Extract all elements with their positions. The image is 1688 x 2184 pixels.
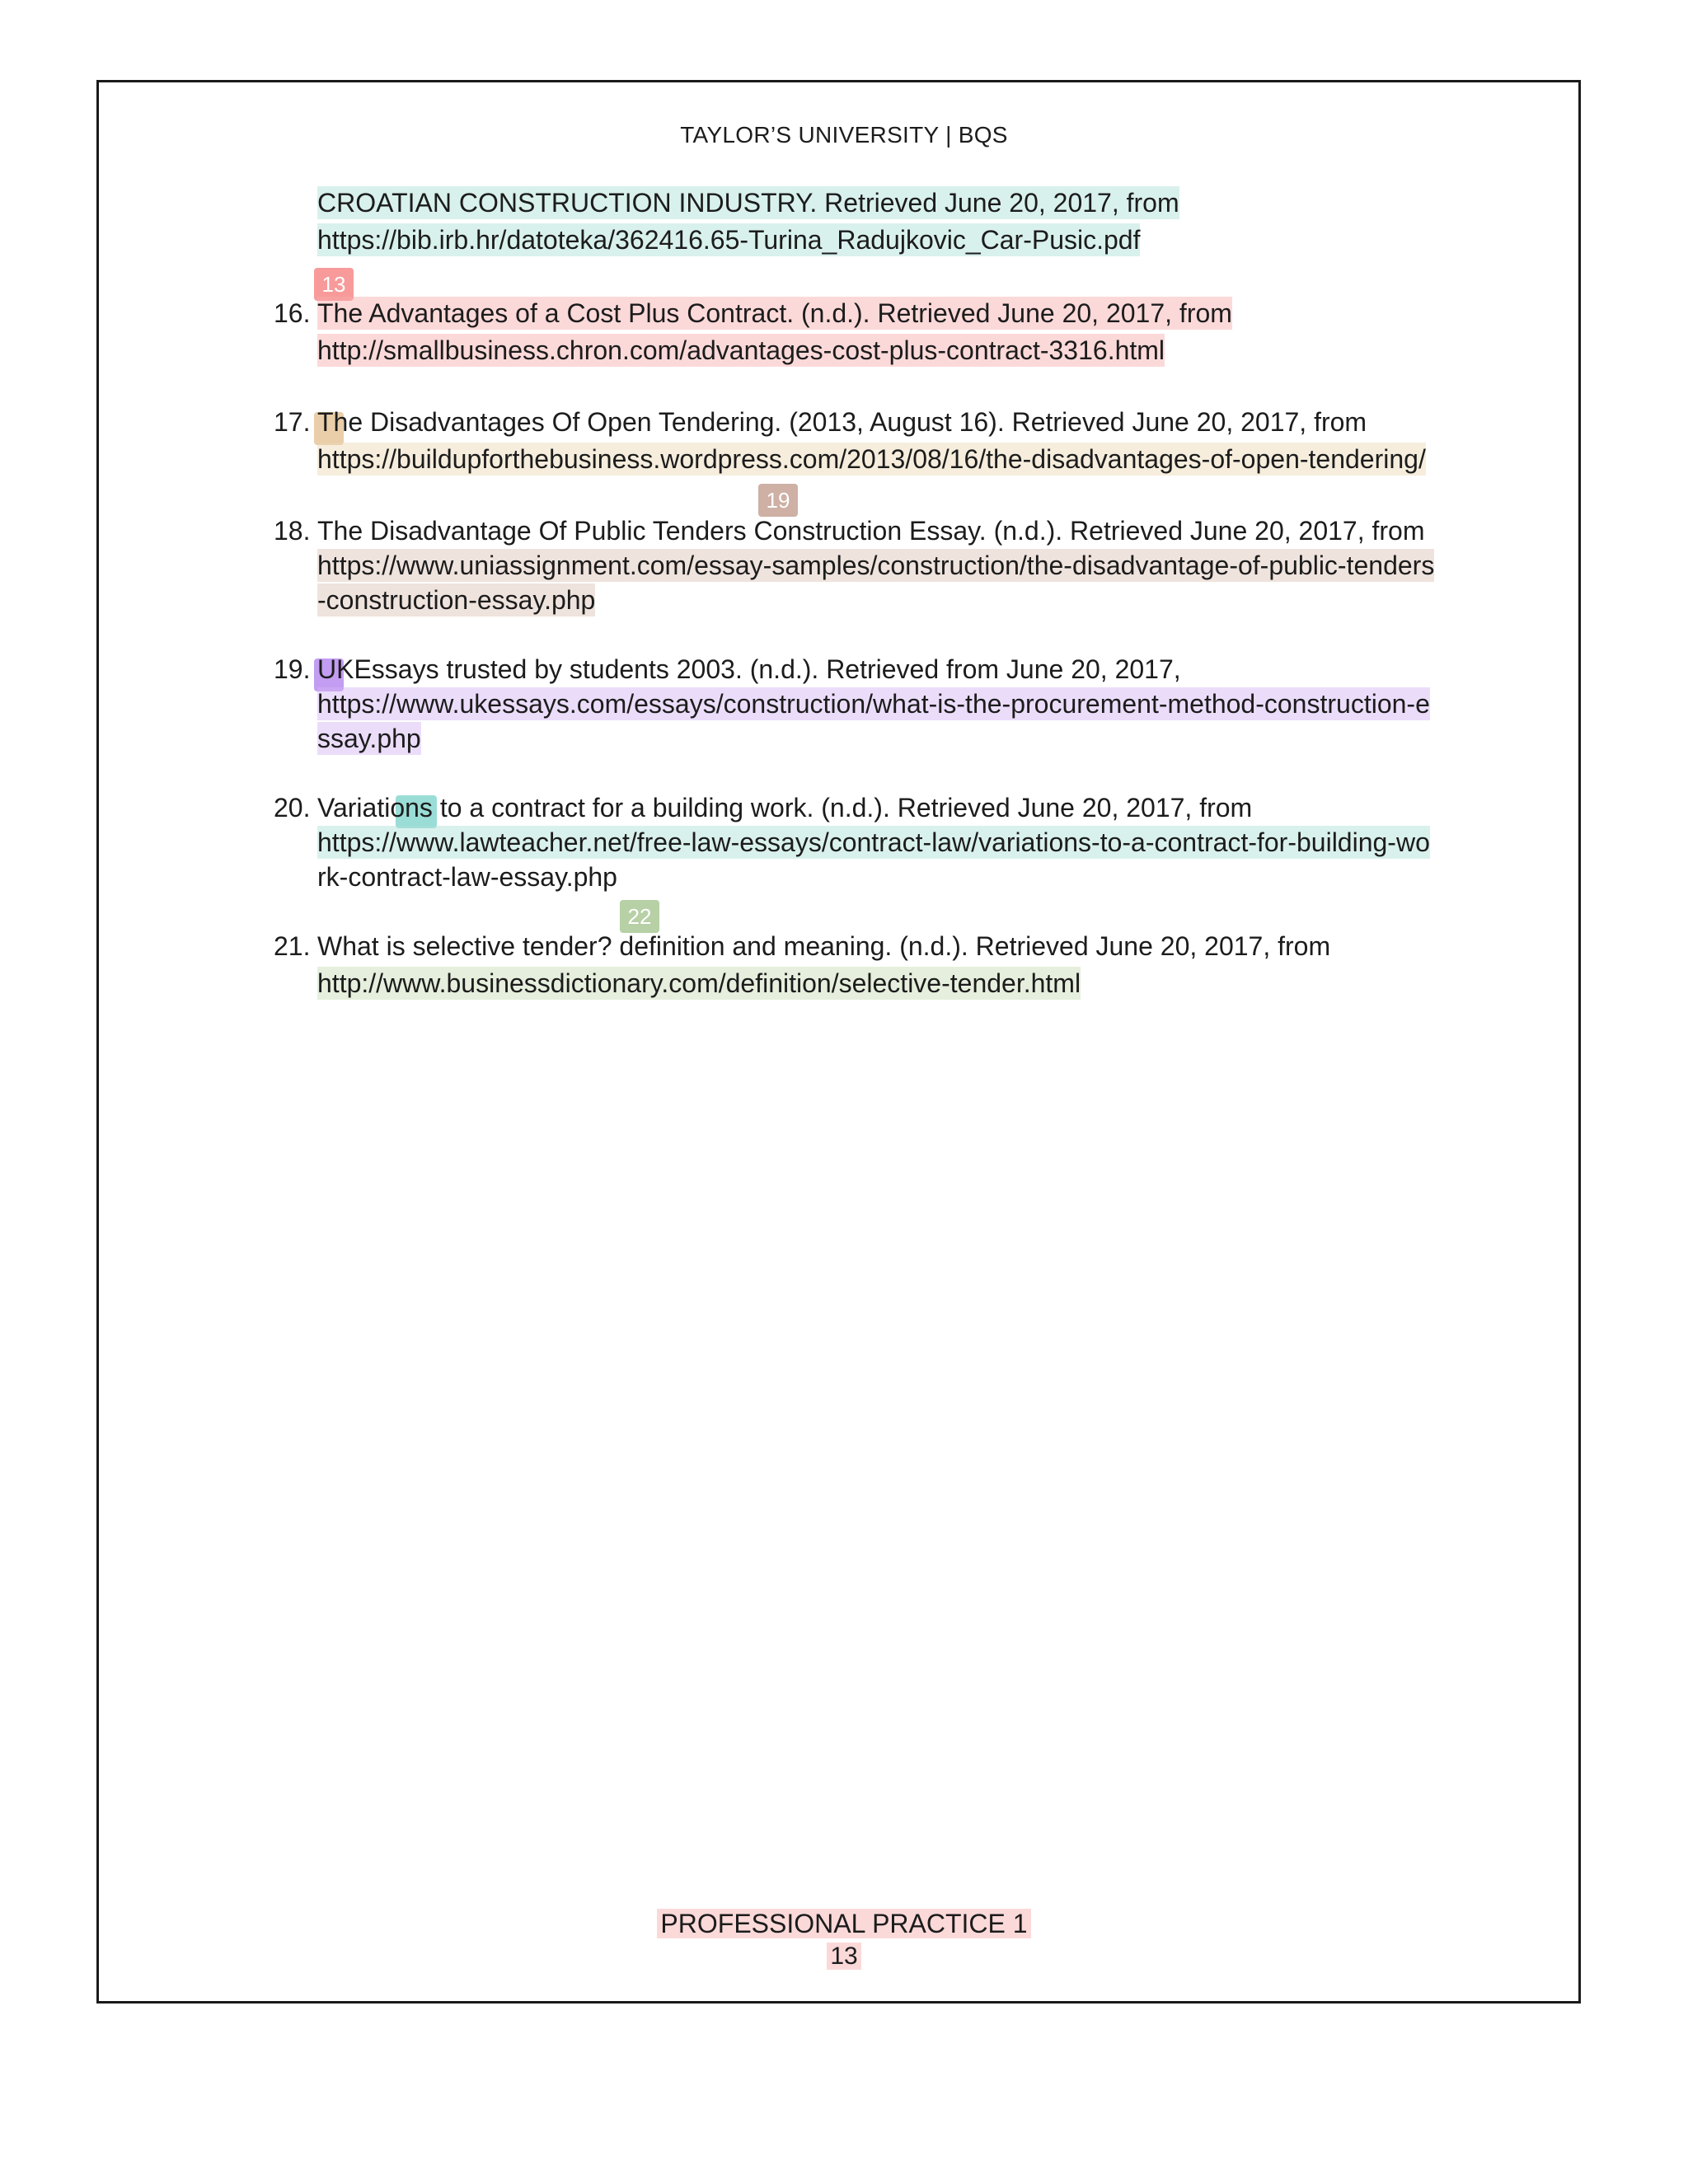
reference-line: The Disadvantage Of Public Tenders Construction Essay. (n.d.). Retrieved June 20, 2017, from xyxy=(317,516,1425,546)
reference-url[interactable]: https://bib.irb.hr/datoteka/362416.65-Turina_Radujkovic_Car-Pusic.pdf xyxy=(317,225,1141,255)
reference-url[interactable]: ssay.php xyxy=(317,724,421,753)
reference-url[interactable]: -construction-essay.php xyxy=(317,585,596,615)
reference-url[interactable]: https://www.lawteacher.net/free-law-essays/contract-law/variations-to-a-contract-for-building-wo xyxy=(317,827,1430,857)
reference-line: CROATIAN CONSTRUCTION INDUSTRY. Retrieved June 20, 2017, from xyxy=(317,188,1179,218)
footer-title-text: PROFESSIONAL PRACTICE 1 xyxy=(657,1909,1030,1938)
reference-line: What is selective tender? definition and meaning. (n.d.). Retrieved June 20, 2017, from xyxy=(317,931,1331,961)
reference-number: 16. xyxy=(274,298,311,328)
reference-number: 20. xyxy=(274,793,311,823)
reference-url[interactable]: http://smallbusiness.chron.com/advantages-cost-plus-contract-3316.html xyxy=(317,335,1165,365)
page-number xyxy=(0,1940,1688,1973)
annotation-tag: 13 xyxy=(314,268,354,301)
annotation-tag: 22 xyxy=(620,900,659,933)
reference-url[interactable]: http://www.businessdictionary.com/definition/selective-tender.html xyxy=(317,968,1081,998)
page-header: TAYLOR’S UNIVERSITY | BQS xyxy=(680,122,1008,148)
reference-number: 21. xyxy=(274,931,311,961)
reference-number: 18. xyxy=(274,516,311,546)
reference-line: The Disadvantages Of Open Tendering. (2013, August 16). Retrieved June 20, 2017, from xyxy=(317,407,1367,437)
page-number-text: 13 xyxy=(827,1943,860,1970)
reference-number: 17. xyxy=(274,407,311,437)
footer-title xyxy=(0,1907,1688,1940)
annotation-tag: 19 xyxy=(758,484,798,517)
reference-url[interactable]: https://www.uniassignment.com/essay-samples/construction/the-disadvantage-of-public-tenders xyxy=(317,551,1435,580)
reference-url[interactable]: rk-contract-law-essay.php xyxy=(317,862,617,892)
reference-line: The Advantages of a Cost Plus Contract. (n.d.). Retrieved June 20, 2017, from xyxy=(317,298,1232,328)
reference-line: UKEssays trusted by students 2003. (n.d.). Retrieved from June 20, 2017, xyxy=(317,654,1181,684)
reference-line: Variations to a contract for a building work. (n.d.). Retrieved June 20, 2017, from xyxy=(317,793,1253,823)
reference-url[interactable]: https://buildupforthebusiness.wordpress.com/2013/08/16/the-disadvantages-of-open-tendering/ xyxy=(317,444,1426,474)
reference-number: 19. xyxy=(274,654,311,684)
reference-url[interactable]: https://www.ukessays.com/essays/construction/what-is-the-procurement-method-construction-e xyxy=(317,689,1430,719)
